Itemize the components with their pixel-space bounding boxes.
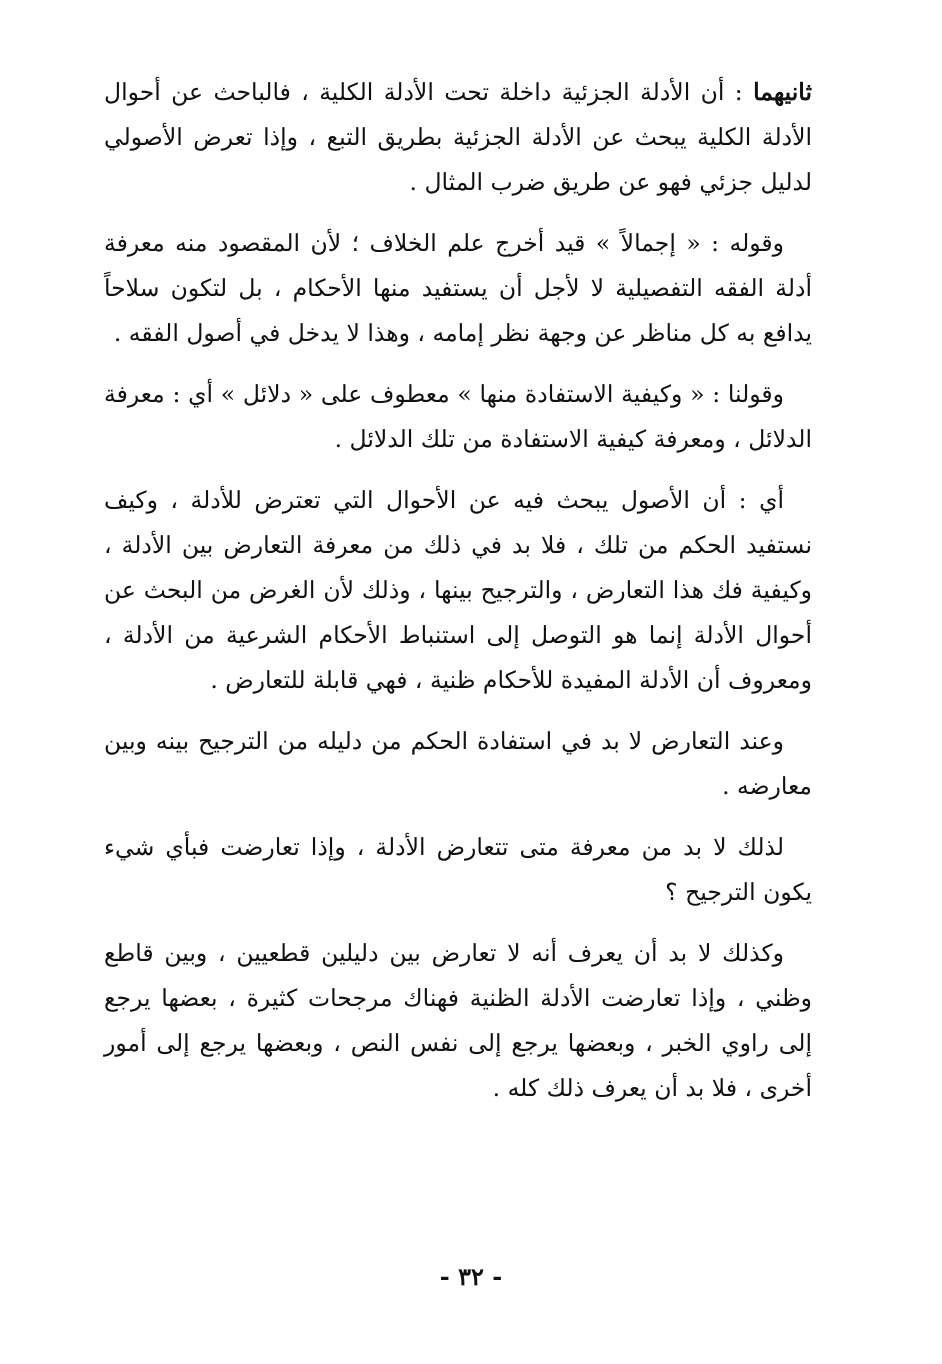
page-number: - ٣٢ - bbox=[439, 1262, 503, 1291]
paragraph: لذلك لا بد من معرفة متى تتعارض الأدلة ، وإذا تعارضت فبأي شيء يكون الترجيح ؟ bbox=[104, 833, 812, 906]
paragraph-text: : أن الأدلة الجزئية داخلة تحت الأدلة الكلية ، فالباحث عن أحوال الأدلة الكلية يبحث عن الأدلة الجزئية بطريق التبع ، وإذا تعرض الأصولي لدليل جزئي فهو عن طريق ضرب المثال . bbox=[104, 78, 812, 196]
paragraph: أي : أن الأصول يبحث فيه عن الأحوال التي تعترض للأدلة ، وكيف نستفيد الحكم من تلك ، فلا بد في ذلك من معرفة التعارض بين الأدلة ، وكيفية فك هذا التعارض ، والترجيح بينها ، وذلك لأن الغرض من البحث عن أحوال الأدلة إنما هو التوصل إلى استنباط الأحكام الشرعية من الأدلة ، ومعروف أن الأدلة المفيدة للأحكام ظنية ، فهي قابلة للتعارض . bbox=[104, 486, 812, 694]
paragraph bbox=[104, 70, 812, 205]
paragraph-lead: ثانيهما bbox=[753, 78, 812, 106]
paragraph: وقولنا : « وكيفية الاستفادة منها » معطوف على « دلائل » أي : معرفة الدلائل ، ومعرفة كيفية الاستفادة من تلك الدلائل . bbox=[104, 380, 812, 453]
paragraph: وكذلك لا بد أن يعرف أنه لا تعارض بين دليلين قطعيين ، وبين قاطع وظني ، وإذا تعارضت الأدلة الظنية فهناك مرجحات كثيرة ، بعضها يرجع إلى راوي الخبر ، وبعضها يرجع إلى نفس النص ، وبعضها يرجع إلى أمور أخرى ، فلا بد أن يعرف ذلك كله . bbox=[104, 939, 812, 1102]
paragraph: وعند التعارض لا بد في استفادة الحكم من دليله من الترجيح بينه وبين معارضه . bbox=[104, 727, 812, 800]
page-body bbox=[104, 70, 812, 1127]
paragraph: وقوله : « إجمالاً » قيد أخرج علم الخلاف ؛ لأن المقصود منه معرفة أدلة الفقه التفصيلية لا لأجل أن يستفيد منها الأحكام ، بل لتكون سلاحاً يدافع به كل مناظر عن وجهة نظر إمامه ، وهذا لا يدخل في أصول الفقه . bbox=[104, 229, 812, 347]
